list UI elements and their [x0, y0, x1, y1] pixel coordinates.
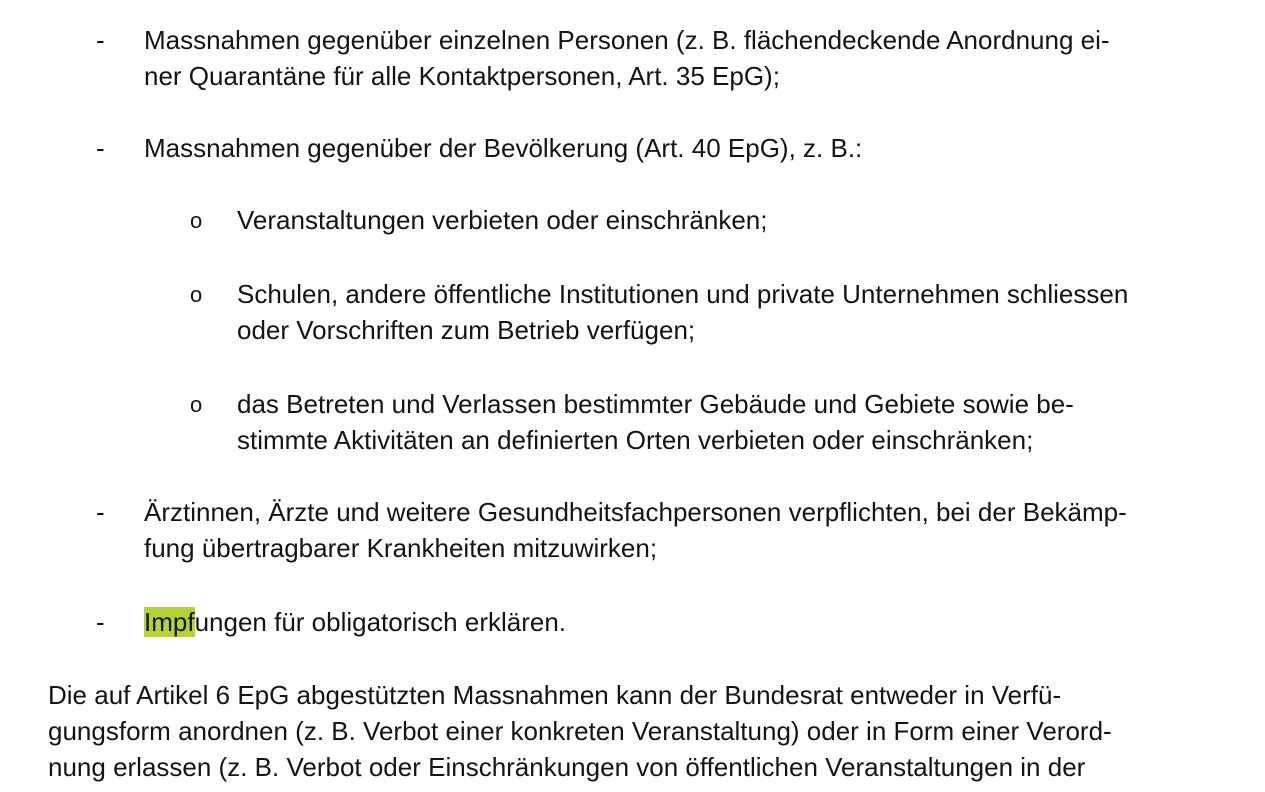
- list-item-text: [144, 130, 862, 166]
- highlighted-text: Impf: [144, 607, 195, 637]
- sub-list-item-text: [237, 386, 1074, 458]
- text-line: fung übertragbarer Krankheiten mitzuwirken;: [144, 533, 658, 563]
- circle-bullet: o: [190, 208, 203, 233]
- sub-list-item-text: [237, 202, 767, 238]
- list-item-text: [144, 494, 1127, 566]
- text-line: Massnahmen gegenüber einzelnen Personen (z. B. flächendeckende Anordnung ei-: [144, 25, 1110, 55]
- list-item-text: [144, 604, 566, 640]
- text-line: Die auf Artikel 6 EpG abgestützten Massnahmen kann der Bundesrat entweder in Verfü-: [48, 680, 1062, 710]
- circle-bullet: o: [190, 392, 203, 417]
- text-line: Ärztinnen, Ärzte und weitere Gesundheitsfachpersonen verpflichten, bei der Bekämp-: [144, 497, 1127, 527]
- text-line: Veranstaltungen verbieten oder einschränken;: [237, 205, 768, 235]
- text-line: Massnahmen gegenüber der Bevölkerung (Art. 40 EpG), z. B.:: [144, 133, 863, 163]
- text-line: oder Vorschriften zum Betrieb verfügen;: [237, 315, 696, 345]
- dash-bullet: -: [96, 25, 105, 55]
- text-line: ner Quarantäne für alle Kontaktpersonen, Art. 35 EpG);: [144, 61, 780, 91]
- text-line: [144, 604, 566, 640]
- body-paragraph: [48, 677, 1112, 785]
- dash-bullet: -: [96, 133, 105, 163]
- text-rest: ungen für obligatorisch erklären.: [194, 607, 567, 637]
- text-line: Schulen, andere öffentliche Institutionen und private Unternehmen schliessen: [237, 279, 1129, 309]
- list-item-text: [144, 22, 1110, 94]
- text-line: gungsform anordnen (z. B. Verbot einer konkreten Veranstaltung) oder in Form einer Verord-: [48, 716, 1112, 746]
- text-line: stimmte Aktivitäten an definierten Orten verbieten oder einschränken;: [237, 425, 1034, 455]
- dash-bullet: -: [96, 497, 105, 527]
- sub-list-item-text: [237, 276, 1128, 348]
- circle-bullet: o: [190, 282, 203, 307]
- text-line: nung erlassen (z. B. Verbot oder Einschränkungen von öffentlichen Veranstaltungen in der: [48, 752, 1086, 782]
- dash-bullet: -: [96, 607, 105, 637]
- text-line: das Betreten und Verlassen bestimmter Gebäude und Gebiete sowie be-: [237, 389, 1074, 419]
